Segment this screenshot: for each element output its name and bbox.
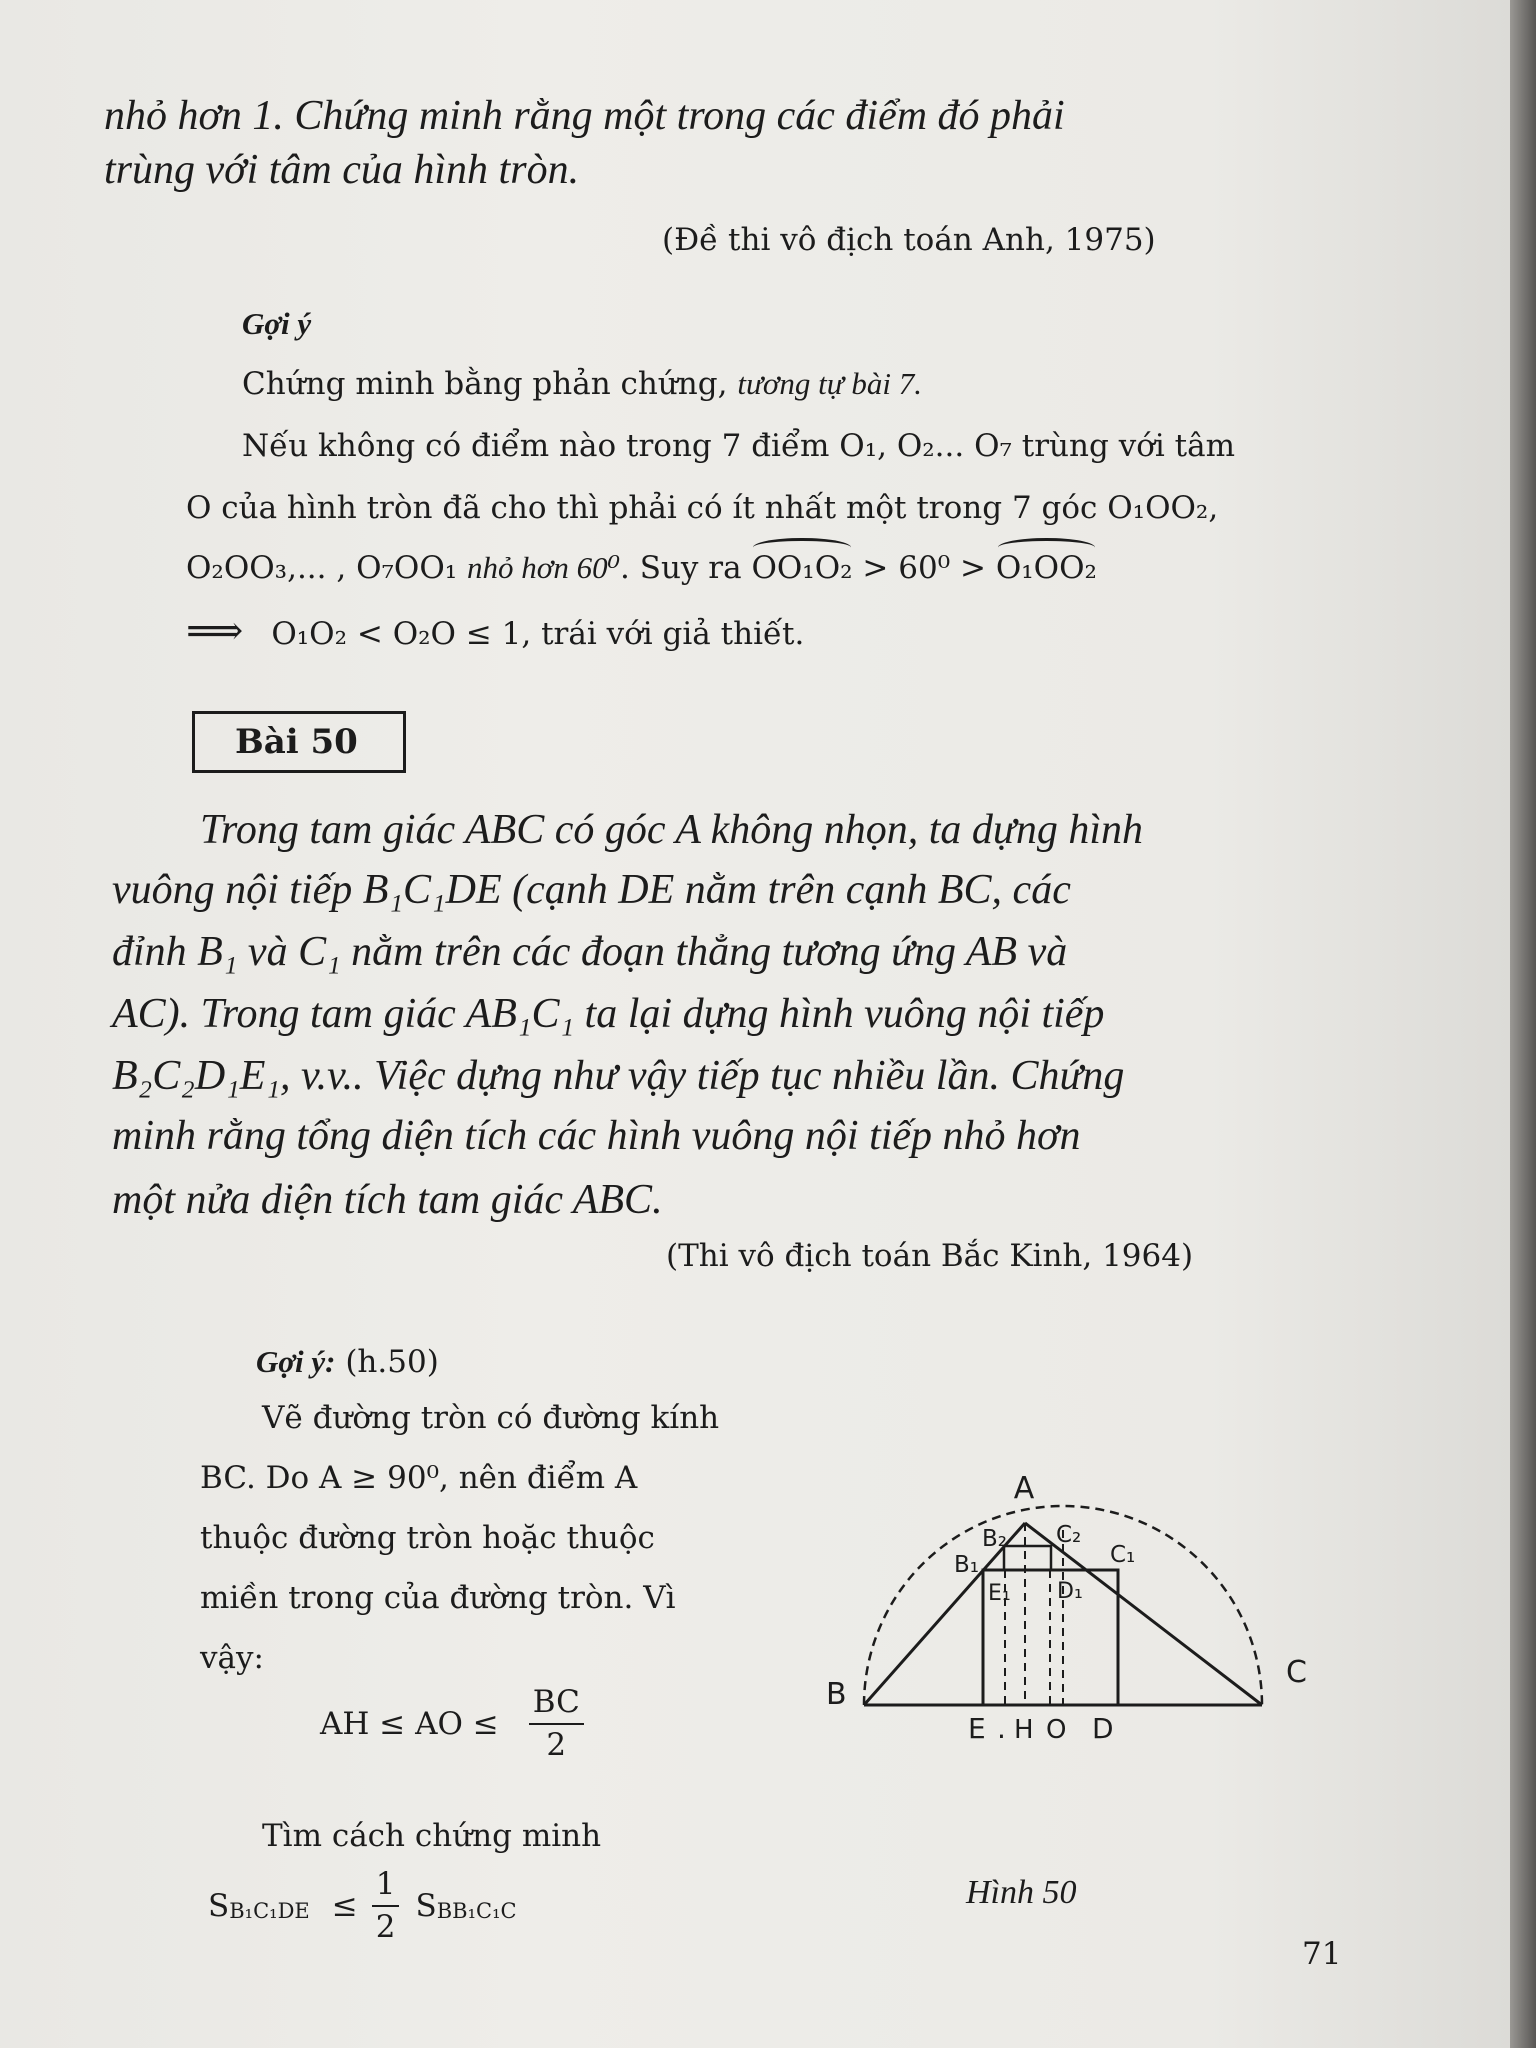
source-citation: (Thi vô địch toán Bắc Kinh, 1964): [666, 1238, 1194, 1274]
text-span: > 60⁰ >: [852, 550, 996, 586]
fraction-denominator: 2: [546, 1726, 567, 1763]
label-h: H: [1014, 1715, 1034, 1745]
area-inequality: [208, 1868, 517, 1943]
figure-50: [780, 1450, 1340, 1760]
label-b: B: [826, 1677, 847, 1712]
problem-line: một nửa diện tích tam giác ABC.: [112, 1177, 663, 1223]
figure-ref: (h.50): [345, 1344, 439, 1380]
page-number: 71: [1302, 1936, 1342, 1972]
fraction: [529, 1686, 584, 1761]
problem-line: AC). Trong tam giác AB₁C₁ ta lại dựng hình vuông nội tiếp: [112, 991, 1105, 1037]
side-ac: [1025, 1523, 1262, 1705]
label-a: A: [1013, 1471, 1035, 1506]
label-c1: C₁: [1110, 1542, 1136, 1568]
label-o: O: [1046, 1715, 1067, 1745]
label-dot: .: [997, 1712, 1006, 1745]
label-b2: B₂: [982, 1526, 1007, 1552]
area-subscript: B₁C₁DE: [229, 1899, 310, 1924]
label-b1: B₁: [954, 1552, 979, 1578]
text-line: vậy:: [200, 1640, 264, 1676]
label-c: C: [1286, 1655, 1307, 1690]
square-b2c2d1e1: [1004, 1546, 1051, 1570]
book-edge: [1510, 0, 1536, 2048]
label-d1: D₁: [1057, 1579, 1083, 1604]
text-line: Nếu không có điểm nào trong 7 điểm O₁, O₂... O₇ trùng với tâm: [242, 428, 1235, 464]
fraction-denominator: 2: [375, 1908, 396, 1945]
text-line: trùng với tâm của hình tròn.: [104, 147, 580, 193]
hint-label: [256, 1344, 439, 1380]
text-span: Chứng minh bằng phản chứng,: [242, 366, 738, 402]
area-symbol: S: [415, 1887, 437, 1924]
area-symbol: S: [208, 1887, 230, 1924]
problem-line: Trong tam giác ABC có góc A không nhọn, ta dựng hình: [200, 807, 1144, 853]
relation-symbol: ≤: [331, 1887, 358, 1924]
arc-angle: OO₁O₂: [751, 550, 853, 586]
text-span: O₂OO₃,... , O₇OO₁: [186, 550, 468, 586]
text-line: [242, 366, 922, 402]
problem-title-box: [192, 711, 406, 773]
problem-line: đỉnh B₁ và C₁ nằm trên các đoạn thẳng tương ứng AB và: [112, 929, 1068, 975]
arc-angle: O₁OO₂: [995, 550, 1097, 586]
area-subscript: BB₁C₁C: [436, 1899, 517, 1924]
problem-title: Bài 50: [235, 722, 358, 762]
hint-label-text: Gợi ý:: [256, 1344, 336, 1379]
text-line: Tìm cách chứng minh: [262, 1818, 602, 1854]
inequality: [320, 1686, 584, 1761]
figure-caption: Hình 50: [966, 1874, 1077, 1911]
source-citation: (Đề thi vô địch toán Anh, 1975): [662, 222, 1156, 258]
fraction-numerator: BC: [529, 1686, 584, 1725]
label-e: E: [968, 1712, 986, 1745]
text-line: Vẽ đường tròn có đường kính: [262, 1400, 720, 1436]
label-c2: C₂: [1056, 1522, 1082, 1548]
text-line: O của hình tròn đã cho thì phải có ít nhất một trong 7 góc O₁OO₂,: [186, 490, 1219, 526]
text-span: O₁O₂ < O₂O ≤ 1, trái với giả thiết.: [271, 616, 805, 652]
text-line: [186, 608, 804, 654]
label-d: D: [1092, 1712, 1114, 1745]
hint-label: Gợi ý: [242, 306, 312, 341]
implies-arrow: ⟹: [186, 608, 244, 654]
text-line: thuộc đường tròn hoặc thuộc: [200, 1520, 655, 1556]
fraction: [372, 1868, 400, 1943]
text-line: [186, 550, 1097, 586]
problem-line: vuông nội tiếp B₁C₁DE (cạnh DE nằm trên cạnh BC, các: [112, 867, 1071, 913]
text-span: . Suy ra: [620, 550, 752, 586]
text-line: miền trong của đường tròn. Vì: [200, 1580, 676, 1616]
text-line: nhỏ hơn 1. Chứng minh rằng một trong các điểm đó phải: [104, 93, 1065, 139]
text-line: BC. Do A ≥ 90⁰, nên điểm A: [200, 1460, 638, 1496]
text-span: nhỏ hơn 60⁰: [467, 550, 621, 585]
fraction-numerator: 1: [372, 1868, 400, 1907]
label-e1: E₁: [988, 1581, 1011, 1606]
text-span: tương tự bài 7.: [737, 366, 923, 401]
problem-line: B₂C₂D₁E₁, v.v.. Việc dựng như vậy tiếp tục nhiều lần. Chứng: [112, 1053, 1125, 1099]
inequality-left: AH ≤ AO ≤: [320, 1705, 499, 1742]
problem-line: minh rằng tổng diện tích các hình vuông nội tiếp nhỏ hơn: [112, 1113, 1081, 1159]
